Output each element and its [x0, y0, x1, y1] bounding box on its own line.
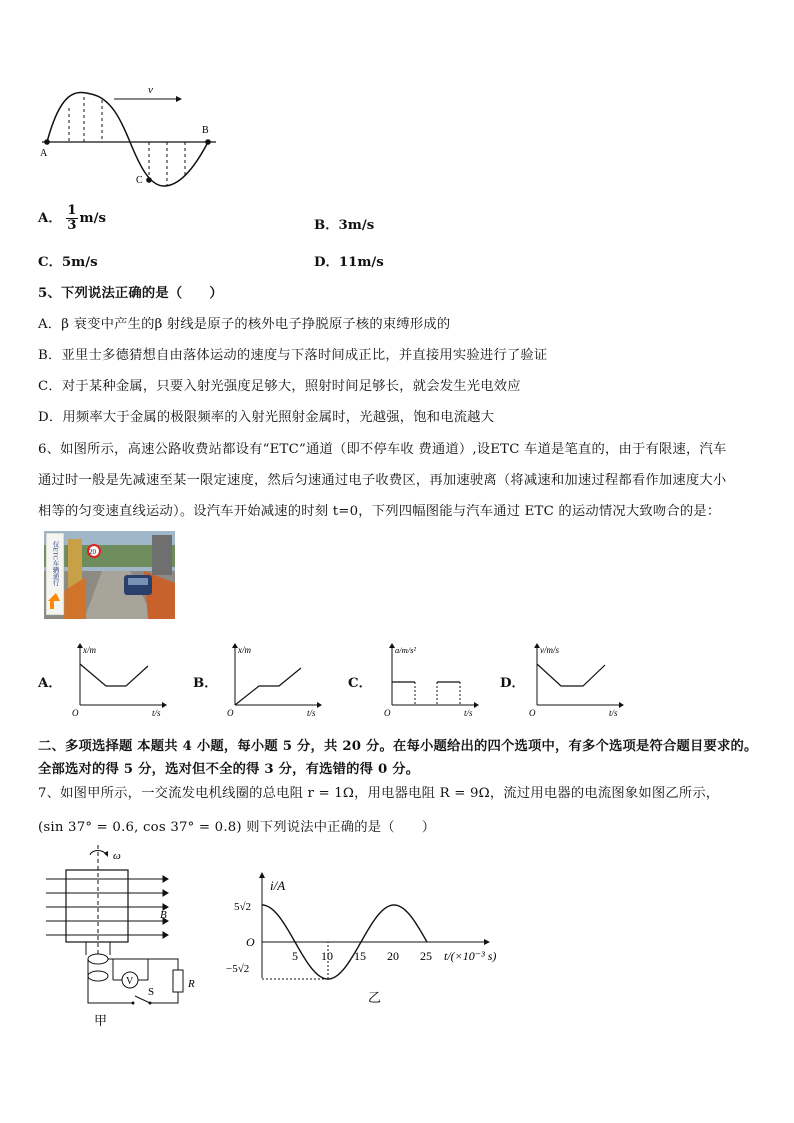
- q5-option-a: A．β 衰变中产生的β 射线是原子的核外电子挣脱原子核的束缚形成的: [38, 317, 451, 332]
- q4-option-b: B．3m/s: [314, 218, 375, 233]
- point-c-label: C: [136, 175, 143, 186]
- q7-line-2: (sin 37° = 0.6, cos 37° = 0.8) 则下列说法中正确的是（ ）: [38, 820, 436, 835]
- x-tick-label: 20: [387, 949, 399, 963]
- q6b-ylabel: x/m: [238, 645, 251, 655]
- q6-graph-a-label: A．: [38, 676, 62, 691]
- q6-graph-b-label: B．: [193, 676, 218, 691]
- q6-graph-d-label: D．: [500, 676, 525, 691]
- generator-figure: [38, 845, 213, 1030]
- point-a-label: A: [40, 148, 48, 159]
- speed-limit-text: 20: [89, 548, 96, 556]
- q6a-xlabel: t/s: [152, 708, 161, 718]
- q6-graph-a: [70, 640, 170, 720]
- q6-line-1: 6、如图所示，高速公路收费站都设有“ETC”通道（即不停车收 费通道）,设ETC 车道是笔直的，由于有限速，汽车: [38, 442, 727, 457]
- q6c-origin: O: [384, 708, 391, 718]
- x-tick-label: 15: [354, 949, 366, 963]
- q6b-origin: O: [227, 708, 234, 718]
- fig-yi-caption: 乙: [368, 990, 382, 1005]
- q5-option-b: B．亚里士多德猜想自由落体运动的速度与下落时间成正比，并直接用实验进行了验证: [38, 348, 548, 363]
- chart-ylabel: i/A: [270, 878, 286, 893]
- wave-figure: [36, 80, 226, 195]
- q6-line-2: 通过时一般是先减速至某一限定速度，然后匀速通过电子收费区，再加速驶离（将减速和加速过程都看作加速度大小: [38, 473, 727, 488]
- omega-label: ω: [113, 850, 121, 862]
- q6a-origin: O: [72, 708, 79, 718]
- q6-graph-b: [225, 640, 325, 720]
- current-chart: [222, 868, 512, 1008]
- q6-graph-c-label: C．: [348, 676, 372, 691]
- q6b-xlabel: t/s: [307, 708, 316, 718]
- q6d-xlabel: t/s: [609, 708, 618, 718]
- q4-option-a: A． $\frac{1}{3}$ m/s: [38, 203, 106, 233]
- resistor-label: R: [188, 978, 195, 990]
- q6-graph-c: [382, 640, 482, 720]
- q6c-xlabel: t/s: [464, 708, 473, 718]
- switch-label: S: [148, 986, 155, 998]
- q6a-ylabel: x/m: [83, 645, 96, 655]
- fraction: $\frac{1}{3}$: [67, 203, 77, 233]
- point-b-label: B: [202, 125, 209, 136]
- q6-graph-d: [527, 640, 627, 720]
- x-tick-label: 10: [321, 949, 333, 963]
- q5-option-d: D．用频率大于金属的极限频率的入射光照射金属时，光越强，饱和电流越大: [38, 410, 495, 425]
- chart-origin: O: [246, 935, 255, 949]
- voltmeter-label: V: [126, 976, 134, 987]
- q7-line-1: 7、如图甲所示，一交流发电机线圈的总电阻 r = 1Ω，用电器电阻 R = 9Ω，流过用电器的电流图象如图乙所示，: [38, 786, 720, 801]
- x-tick-label: 5: [292, 949, 298, 963]
- q6d-origin: O: [529, 708, 536, 718]
- q5-option-c: C．对于某种金属，只要入射光强度足够大，照射时间足够长，就会发生光电效应: [38, 379, 521, 394]
- chart-xlabel: t/(×10⁻³ s): [444, 949, 497, 963]
- etc-toll-photo: [44, 531, 175, 619]
- section2-line-2: 全部选对的得 5 分，选对但不全的得 3 分，有选错的得 0 分。: [38, 762, 420, 777]
- x-tick-label: 25: [420, 949, 432, 963]
- q4-option-d: D．11m/s: [314, 255, 384, 270]
- etc-sign-text: 仅ETC车辆通行: [51, 541, 59, 586]
- chart-y-neg: −5√2: [226, 963, 250, 975]
- b-field-label: B: [160, 909, 167, 921]
- q6c-ylabel: a/m/s²: [395, 645, 416, 655]
- chart-y-pos: 5√2: [234, 901, 252, 913]
- q6d-ylabel: v/m/s: [540, 645, 559, 655]
- q6-line-3: 相等的匀变速直线运动）。设汽车开始减速的时刻 t=0，下列四幅图能与汽车通过 ETC 的运动情况大致吻合的是：: [38, 504, 721, 519]
- fig-jia-caption: 甲: [94, 1013, 108, 1028]
- velocity-label: v: [148, 84, 153, 96]
- section2-line-1: 二、多项选择题 本题共 4 小题，每小题 5 分，共 20 分。在每小题给出的四个选项中，有多个选项是符合题目要求的。: [38, 739, 758, 754]
- q4-option-c: C．5m/s: [38, 255, 98, 270]
- q5-stem: 5、下列说法正确的是（ ）: [38, 286, 223, 301]
